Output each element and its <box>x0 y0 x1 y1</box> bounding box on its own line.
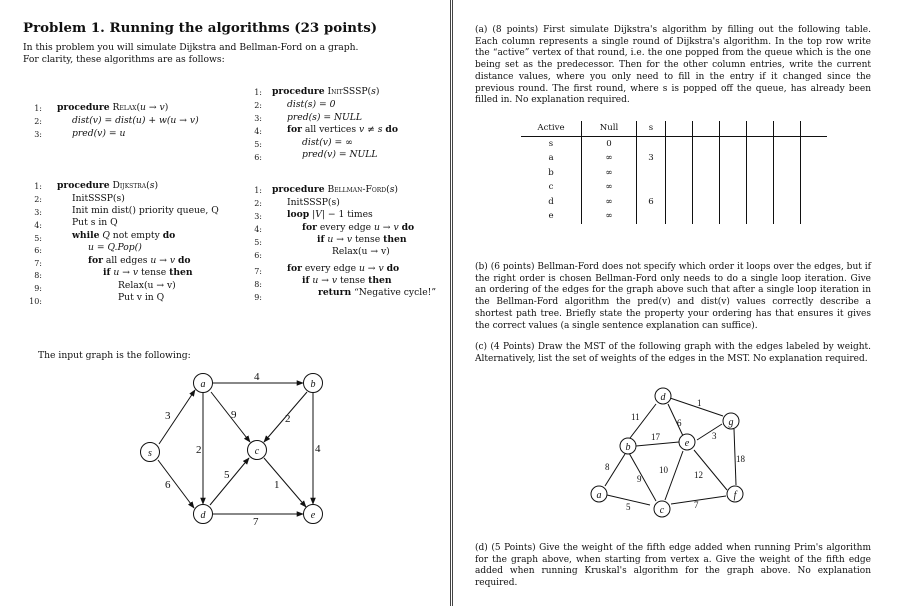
table-cell[interactable] <box>637 166 666 181</box>
intro-line-2: For clarity, these algorithms are as follows: <box>23 54 225 65</box>
line-number: 10: <box>29 297 42 306</box>
weight-label: 11 <box>631 412 640 422</box>
table-row <box>521 136 827 151</box>
edge-b-e <box>636 442 679 446</box>
table-cell[interactable] <box>747 209 774 224</box>
table-cell[interactable] <box>666 195 693 210</box>
node-label: e <box>684 438 690 449</box>
line-number: 8: <box>34 271 42 280</box>
line-number: 3: <box>34 130 42 139</box>
table-cell[interactable] <box>801 121 828 136</box>
initsssp-line-1: procedure InitSSSP(s) <box>272 86 380 97</box>
table-cell[interactable]: ∞ <box>582 166 637 181</box>
line-number: 6: <box>254 153 262 162</box>
problem-title: Problem 1. Running the algorithms (23 points) <box>23 20 378 36</box>
line-number: 3: <box>254 114 262 123</box>
weight-label: 2 <box>285 413 291 425</box>
table-cell[interactable] <box>637 180 666 195</box>
edge-d-e <box>668 404 684 438</box>
table-cell[interactable] <box>801 136 828 151</box>
table-cell[interactable]: 6 <box>637 195 666 210</box>
node-label: d <box>660 392 666 403</box>
node-label: s <box>148 448 152 459</box>
table-cell[interactable]: ∞ <box>582 151 637 166</box>
edge-b-c <box>629 453 656 501</box>
graph-edges <box>158 383 313 514</box>
dijkstra-line-9: Relax(u → v) <box>118 280 176 291</box>
weight-label: 5 <box>626 502 631 512</box>
table-cell[interactable] <box>774 180 801 195</box>
intro-line-1: In this problem you will simulate Dijkstra and Bellman-Ford on a graph. <box>23 42 359 53</box>
bellman-line-7: for every edge u → v do <box>287 263 400 274</box>
table-row <box>521 166 827 181</box>
node-label: a <box>596 490 602 501</box>
weight-label: 10 <box>659 465 668 475</box>
table-cell[interactable] <box>720 121 747 136</box>
line-number: 5: <box>254 140 262 149</box>
graph-nodes <box>141 374 323 524</box>
weight-label: 3 <box>712 431 717 441</box>
table-cell[interactable] <box>747 151 774 166</box>
mst-nodes <box>591 388 743 517</box>
dijkstra-line-2: InitSSSP(s) <box>72 193 125 204</box>
bellman-line-4: for every edge u → v do <box>302 222 415 233</box>
node-labels <box>148 379 316 521</box>
initsssp-line-4: for all vertices v ≠ s do <box>287 124 398 135</box>
dijkstra-table[interactable] <box>521 121 827 224</box>
table-cell[interactable] <box>693 136 720 151</box>
line-number: 1: <box>254 88 262 97</box>
table-cell[interactable] <box>747 166 774 181</box>
line-number: 9: <box>254 293 262 302</box>
line-number: 4: <box>34 221 42 230</box>
bellman-line-1: procedure Bellman-Ford(s) <box>272 184 399 195</box>
dijkstra-line-6: u = Q.Pop() <box>88 242 142 253</box>
line-number: 4: <box>254 225 262 234</box>
line-number: 1: <box>254 186 262 195</box>
table-cell[interactable] <box>801 195 828 210</box>
dijkstra-line-3: Init min dist() priority queue, Q <box>72 205 219 216</box>
dijkstra-line-7: for all edges u → v do <box>88 255 191 266</box>
weight-label: 17 <box>651 432 660 442</box>
relax-line-2: dist(v) = dist(u) + w(u → v) <box>72 115 199 126</box>
table-cell[interactable] <box>774 151 801 166</box>
table-cell[interactable] <box>666 180 693 195</box>
table-cell[interactable]: s <box>637 121 666 136</box>
line-number: 5: <box>254 238 262 247</box>
table-cell[interactable] <box>693 195 720 210</box>
dijkstra-line-8: if u → v tense then <box>103 267 193 278</box>
weight-label: 9 <box>231 409 237 421</box>
weight-label: 4 <box>254 371 260 383</box>
line-number: 6: <box>254 251 262 260</box>
table-cell[interactable]: a <box>521 151 582 166</box>
table-cell[interactable]: b <box>521 166 582 181</box>
part-d-text: (d) (5 Points) Give the weight of the fifth edge added when running Prim's algorithm for the graph above, when starting from vertex a. Give the weight of the fifth edge added when running Kruskal's algorithm for the graph above. No explanation required. <box>475 543 871 589</box>
node-label: a <box>200 379 206 390</box>
table-cell[interactable] <box>774 195 801 210</box>
table-cell[interactable] <box>666 166 693 181</box>
weight-label: 1 <box>697 398 702 408</box>
line-number: 7: <box>34 259 42 268</box>
line-number: 4: <box>254 127 262 136</box>
table-cell[interactable] <box>720 180 747 195</box>
table-cell[interactable] <box>666 136 693 151</box>
node-label: c <box>659 505 665 516</box>
edge-e-c <box>665 451 683 500</box>
table-cell[interactable] <box>637 209 666 224</box>
table-cell[interactable] <box>747 121 774 136</box>
relax-line-3: pred(v) = u <box>72 128 126 139</box>
node-label: b <box>625 442 631 453</box>
edge-c-f <box>671 496 726 504</box>
table-row <box>521 180 827 195</box>
weight-label: 6 <box>677 418 682 428</box>
table-cell[interactable]: ∞ <box>582 180 637 195</box>
part-a-text: (a) (8 points) First simulate Dijkstra's algorithm by filling out the following table. Each column represents a single round of Dijkstra's algorithm. In the top row write the “active” vertex of that round, i.e. the one popped from the queue which is the one being set as the predecessor. Then for the other column entries, write the current distance values, where you only need to fill in the entry if it changed since the previous round. The first round, where s is popped off the queue, has already been filled in. No explanation required. <box>475 25 871 106</box>
right-page <box>452 0 902 606</box>
table-cell[interactable] <box>666 121 693 136</box>
bellman-line-2: InitSSSP(s) <box>287 197 340 208</box>
line-number: 3: <box>254 212 262 221</box>
line-number: 7: <box>254 267 262 276</box>
table-cell[interactable] <box>774 121 801 136</box>
line-number: 2: <box>254 199 262 208</box>
table-row <box>521 209 827 224</box>
dijkstra-line-5: while Q not empty do <box>72 230 176 241</box>
edge-c-e <box>264 458 306 507</box>
table-cell[interactable]: Null <box>582 121 637 136</box>
line-number: 2: <box>34 117 42 126</box>
line-number: 3: <box>34 208 42 217</box>
table-cell[interactable] <box>774 166 801 181</box>
table-header-row <box>521 121 827 136</box>
table-cell[interactable]: 3 <box>637 151 666 166</box>
dijkstra-line-1: procedure Dijkstra(s) <box>57 180 159 191</box>
table-cell[interactable]: d <box>521 195 582 210</box>
line-number: 6: <box>34 246 42 255</box>
node-label: d <box>200 510 206 521</box>
bellman-line-3: loop |V| − 1 times <box>287 209 373 220</box>
edge-d-c <box>210 458 249 505</box>
table-cell[interactable] <box>720 166 747 181</box>
bellman-line-9: return “Negative cycle!” <box>318 287 437 298</box>
initsssp-line-2: dist(s) = 0 <box>287 99 336 110</box>
table-body <box>521 136 827 224</box>
relax-line-1: procedure Relax(u → v) <box>57 102 169 113</box>
table-cell[interactable] <box>747 195 774 210</box>
table-cell[interactable] <box>693 180 720 195</box>
weight-label: 18 <box>736 454 745 464</box>
line-number: 9: <box>34 284 42 293</box>
table-cell[interactable] <box>801 180 828 195</box>
table-cell[interactable] <box>720 136 747 151</box>
bellman-line-5: if u → v tense then <box>317 234 407 245</box>
table-cell[interactable]: Active <box>521 121 582 136</box>
node-label: c <box>254 446 260 457</box>
table-cell[interactable] <box>774 209 801 224</box>
weight-label: 4 <box>315 443 321 455</box>
edge-weights <box>165 371 321 528</box>
line-number: 5: <box>34 234 42 243</box>
initsssp-line-5: dist(v) = ∞ <box>302 137 353 148</box>
table-row <box>521 151 827 166</box>
graph-intro: The input graph is the following: <box>38 350 191 361</box>
table-cell[interactable]: ∞ <box>582 195 637 210</box>
table-cell[interactable] <box>693 121 720 136</box>
table-cell[interactable] <box>774 136 801 151</box>
table-cell[interactable] <box>637 136 666 151</box>
weight-label: 7 <box>253 516 259 528</box>
line-number: 2: <box>254 101 262 110</box>
table-cell[interactable] <box>693 151 720 166</box>
table-cell[interactable] <box>801 151 828 166</box>
node-label: e <box>310 510 316 521</box>
table-cell[interactable] <box>747 136 774 151</box>
line-number: 1: <box>34 104 42 113</box>
table-row <box>521 195 827 210</box>
table-cell[interactable]: s <box>521 136 582 151</box>
weight-label: 7 <box>694 500 699 510</box>
table-cell[interactable] <box>801 209 828 224</box>
initsssp-line-3: pred(s) = NULL <box>287 112 362 123</box>
node-label: f <box>733 490 737 501</box>
table-cell[interactable] <box>666 209 693 224</box>
weight-label: 6 <box>165 479 171 491</box>
bellman-line-6: Relax(u → v) <box>332 246 390 257</box>
table-cell[interactable]: 0 <box>582 136 637 151</box>
dijkstra-line-4: Put s in Q <box>72 217 118 228</box>
table-cell[interactable] <box>720 195 747 210</box>
weight-label: 12 <box>694 470 703 480</box>
weight-label: 9 <box>637 474 642 484</box>
table-cell[interactable] <box>693 209 720 224</box>
table-cell[interactable] <box>720 151 747 166</box>
weight-label: 2 <box>196 444 202 456</box>
table-cell[interactable]: ∞ <box>582 209 637 224</box>
line-number: 8: <box>254 280 262 289</box>
mst-weights <box>605 398 746 512</box>
table-cell[interactable]: c <box>521 180 582 195</box>
weight-label: 3 <box>165 410 171 422</box>
dijkstra-line-10: Put v in Q <box>118 292 165 303</box>
part-c-text: (c) (4 Points) Draw the MST of the following graph with the edges labeled by weight. Alternatively, list the set of weights of the edges in the MST. No explanation required. <box>475 342 871 364</box>
initsssp-line-6: pred(v) = NULL <box>302 149 378 160</box>
weight-label: 1 <box>274 479 280 491</box>
table-cell[interactable] <box>666 151 693 166</box>
edge-e-g <box>697 424 722 440</box>
weight-label: 8 <box>605 462 610 472</box>
node-label: g <box>728 417 734 428</box>
weight-label: 5 <box>224 469 230 481</box>
table-cell[interactable] <box>720 209 747 224</box>
input-graph <box>0 360 450 606</box>
line-number: 2: <box>34 195 42 204</box>
table-cell[interactable] <box>693 166 720 181</box>
table-cell[interactable] <box>747 180 774 195</box>
table-cell[interactable]: e <box>521 209 582 224</box>
edge-s-d <box>158 460 194 508</box>
part-b-text: (b) (6 points) Bellman-Ford does not specify which order it loops over the edges, but if the right order is chosen Bellman-Ford only needs to do a single loop iteration. Give an ordering of the edges for the graph above such that after a single loop iteration in the Bellman-Ford algorithm the pred(v) and dist(v) values correctly describe a shortest path tree. Briefly state the property your ordering has that ensures it gives the correct values (a single sentence explanation can suffice). <box>475 262 871 331</box>
table-cell[interactable] <box>801 166 828 181</box>
line-number: 1: <box>34 182 42 191</box>
bellman-line-8: if u → v tense then <box>302 275 392 286</box>
node-label: b <box>310 379 316 390</box>
mst-graph <box>573 380 753 520</box>
